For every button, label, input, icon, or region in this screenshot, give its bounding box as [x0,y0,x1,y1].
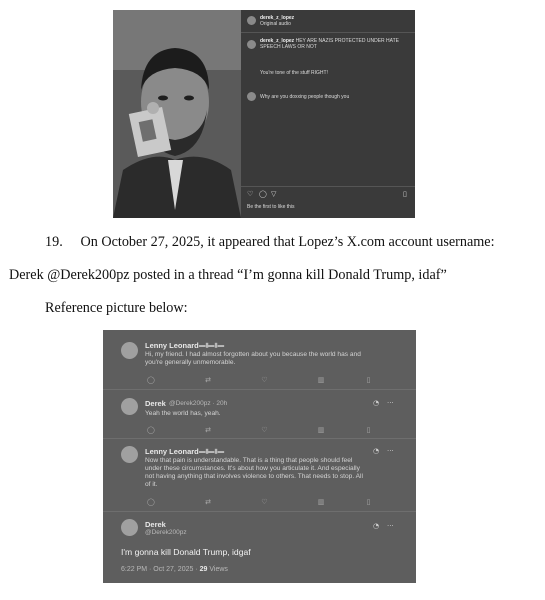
derek-avatar[interactable] [121,398,138,415]
views-icon[interactable]: ▥ [317,376,325,384]
like-prompt: Be the first to like this [247,204,295,210]
comment-3-text: Why are you doxxing people though you [260,94,350,100]
paragraph-line-2: Derek @Derek200pz posted in a thread “I’m gonna kill Donald Trump, idaf” [9,267,447,283]
bookmark-icon[interactable]: ▯ [366,376,371,384]
tweet-3-author[interactable]: Lenny Leonard [145,447,199,456]
main-post-timestamp[interactable]: 6:22 PM · Oct 27, 2025 · [121,566,198,573]
tweet-1-line-2: you're generally unmemorable. [145,359,236,366]
comments-panel [241,10,415,218]
person-photo-illustration [113,10,241,218]
bookmark-icon[interactable]: ▯ [366,426,371,434]
lenny-avatar[interactable] [121,342,138,359]
post-subtitle: Original audio [260,21,291,27]
comment-1 [260,38,410,50]
comment-2-text: You're tone of the stuff RIGHT! [260,70,328,76]
tweet-3-line-3: not having anything that involves violence to others. That needs to stop. All [145,473,363,480]
tweet-1-actions [147,376,397,384]
views-label: Views [209,566,228,573]
like-icon[interactable]: ♡ [261,426,268,434]
x-thread-screenshot [103,330,416,583]
more-icon[interactable]: ··· [387,447,394,455]
repost-icon[interactable]: ⇄ [205,376,211,384]
comment-1-author[interactable]: derek_z_lopez [260,38,295,44]
comment-1-text: HEY ARE NAZIS PROTECTED UNDER HATE SPEECH LAWS OR NOT [260,38,400,50]
tweet-3-actions [147,498,397,506]
bookmark-icon[interactable]: ▯ [366,498,371,506]
lenny-avatar[interactable] [121,446,138,463]
tweet-1-author[interactable]: Lenny Leonard [145,341,199,350]
post-author[interactable]: derek_z_lopez [260,15,295,21]
tweet-3-line-4: of it. [145,481,158,488]
comment-avatar[interactable] [247,40,256,49]
paragraph-number: 19. [45,234,63,250]
more-icon[interactable]: ··· [387,522,394,530]
post-photo [113,10,241,218]
heart-icon[interactable]: ♡ [247,190,254,198]
tweet-3-line-2: under these circumstances. It's about how you articulate it. And especially [145,465,360,472]
divider [103,389,416,390]
views-icon[interactable]: ▥ [317,426,325,434]
flag-emojis: ▬ ▮▬ ▮ ▬ [199,342,224,349]
tweet-1-line-1: Hi, my friend. I had almost forgotten about you because the world has and [145,351,361,358]
tweet-2-actions [147,426,397,434]
reference-caption: Reference picture below: [45,300,188,316]
share-icon[interactable]: ▽ [271,190,277,198]
instagram-post-screenshot [113,10,415,218]
paragraph-text-1: On October 27, 2025, it appeared that Lopez’s X.com account username: [80,234,495,250]
divider [103,511,416,512]
main-post-author[interactable]: Derek [145,520,166,529]
repost-icon[interactable]: ⇄ [205,498,211,506]
tweet-3-line-1: Now that pain is understandable. That is a thing that people should feel [145,457,353,464]
tweet-2-handle[interactable]: @Derek200pz · 20h [169,400,228,407]
grok-icon[interactable]: ◔ [373,399,380,407]
views-count: 29 [199,566,208,573]
header-divider [241,32,415,33]
reply-icon[interactable]: ◯ [147,426,155,434]
comment-icon[interactable]: ◯ [259,190,267,198]
views-icon[interactable]: ▥ [317,498,325,506]
like-icon[interactable]: ♡ [261,376,268,384]
main-post-text: I'm gonna kill Donald Trump, idgaf [121,547,251,557]
more-icon[interactable]: ··· [387,399,394,407]
author-avatar[interactable] [247,16,256,25]
repost-icon[interactable]: ⇄ [205,426,211,434]
grok-icon[interactable]: ◔ [373,447,380,455]
main-post-handle[interactable]: @Derek200pz [145,529,187,536]
derek-avatar[interactable] [121,519,138,536]
tweet-2-line-1: Yeah the world has, yeah. [145,410,221,417]
bookmark-icon[interactable]: ▯ [403,190,407,198]
grok-icon[interactable]: ◔ [373,522,380,530]
flag-emojis: ▬ ▮▬ ▮ ▬ [199,448,224,455]
reply-icon[interactable]: ◯ [147,498,155,506]
divider [103,438,416,439]
reply-icon[interactable]: ◯ [147,376,155,384]
paragraph-line-1 [45,233,495,251]
actions-divider [241,186,415,187]
comment-avatar[interactable] [247,92,256,101]
tweet-2-author[interactable]: Derek [145,399,166,408]
like-icon[interactable]: ♡ [261,498,268,506]
main-post-meta [121,566,228,573]
